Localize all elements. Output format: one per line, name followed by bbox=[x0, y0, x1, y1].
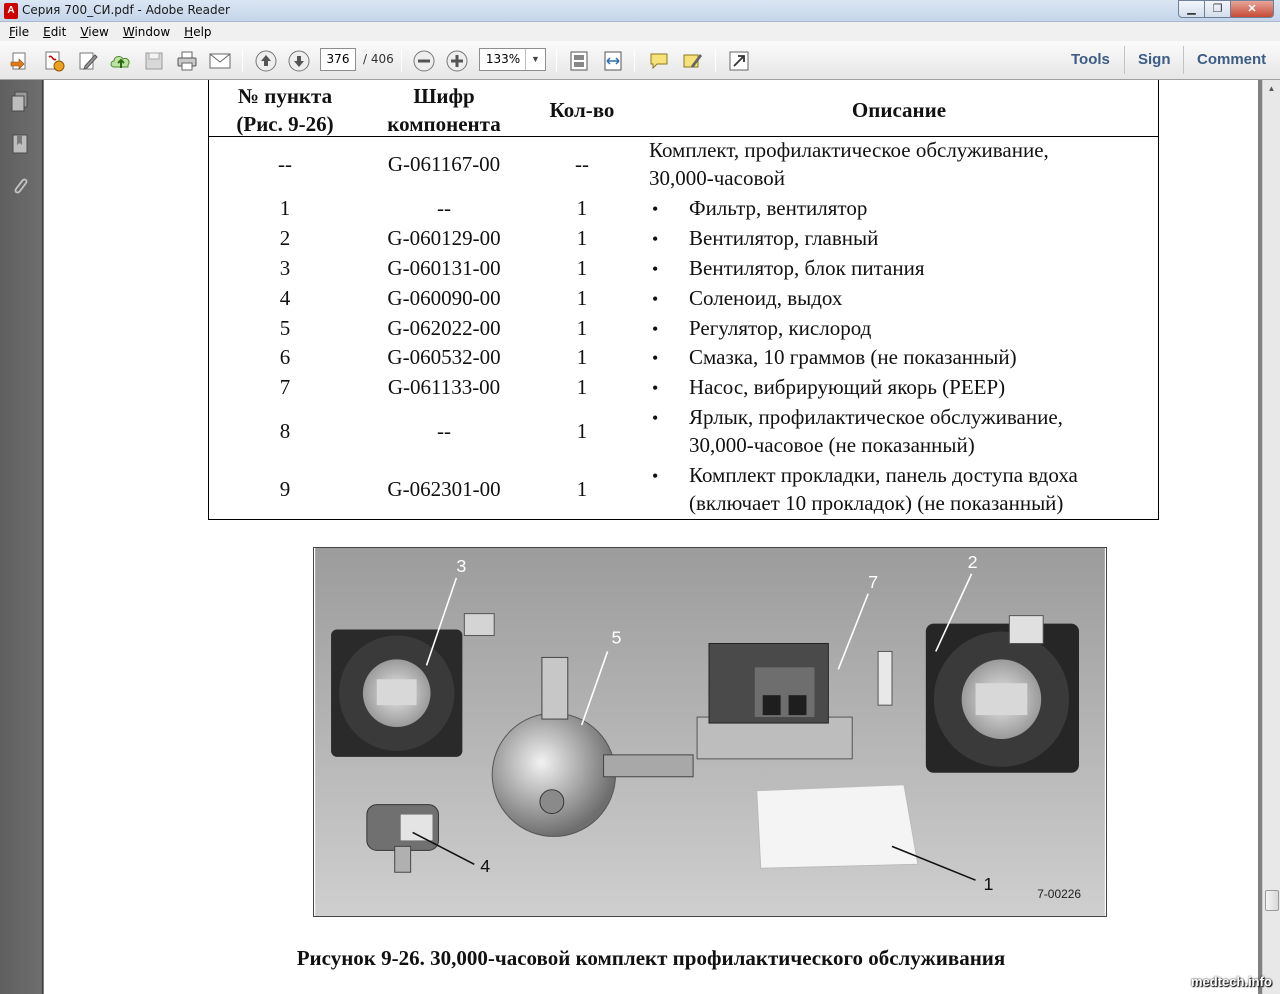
callout-3: 3 bbox=[456, 555, 467, 576]
table-cell-code: G-060131-00 bbox=[387, 256, 501, 280]
zoom-select[interactable] bbox=[479, 48, 546, 71]
scrollbar-thumb[interactable] bbox=[1265, 890, 1279, 911]
print-icon[interactable] bbox=[175, 49, 199, 73]
edit-pdf-icon[interactable] bbox=[76, 49, 100, 73]
open-file-icon[interactable] bbox=[8, 49, 32, 73]
scroll-up-icon[interactable]: ▲ bbox=[1267, 84, 1276, 93]
table-cell-item: 1 bbox=[279, 196, 291, 220]
header-item-number bbox=[209, 82, 361, 138]
menu-view[interactable]: View bbox=[80, 24, 109, 39]
zoom-value: 133% bbox=[485, 52, 521, 66]
figure-caption: Рисунок 9-26. 30,000-часовой комплект профилактического обслуживания bbox=[296, 946, 1006, 970]
table-cell-desc: Фильтр, вентилятор bbox=[689, 196, 868, 220]
full-screen-icon[interactable] bbox=[727, 49, 751, 73]
table-cell-item: 7 bbox=[279, 375, 291, 399]
menu-bar bbox=[0, 22, 1280, 41]
table-cell-item: 2 bbox=[279, 226, 291, 250]
table-cell-item: 5 bbox=[279, 316, 291, 340]
callout-1: 1 bbox=[983, 874, 994, 895]
bullet-mark: • bbox=[652, 408, 659, 428]
bullet-mark: • bbox=[652, 466, 659, 486]
table-cell-desc: 30,000-часовое (не показанный) bbox=[689, 433, 975, 457]
table-cell-qty: 1 bbox=[576, 256, 588, 280]
table-cell-desc: Вентилятор, главный bbox=[689, 226, 879, 250]
zoom-out-icon[interactable] bbox=[412, 49, 436, 73]
table-cell-code: -- bbox=[437, 419, 451, 443]
callout-7: 7 bbox=[868, 571, 879, 592]
bullet-mark: • bbox=[652, 229, 659, 249]
page-total-label: / 406 bbox=[363, 52, 394, 66]
header-code-line2: компонента bbox=[387, 112, 501, 136]
table-cell-qty: 1 bbox=[576, 477, 588, 501]
callout-2: 2 bbox=[967, 551, 978, 572]
create-pdf-icon[interactable] bbox=[42, 49, 66, 73]
table-cell-item: 4 bbox=[279, 286, 291, 310]
table-cell-desc: Ярлык, профилактическое обслуживание, bbox=[689, 405, 1063, 429]
table-cell-item: 6 bbox=[279, 345, 291, 369]
header-code-line1: Шифр bbox=[413, 84, 475, 108]
table-cell-desc: Смазка, 10 граммов (не показанный) bbox=[689, 345, 1017, 369]
bullet-mark: • bbox=[652, 378, 659, 398]
figure-code: 7-00226 bbox=[1037, 887, 1081, 902]
header-item-line1: № пункта bbox=[237, 84, 333, 108]
menu-help[interactable]: Help bbox=[184, 24, 212, 39]
bullet-mark: • bbox=[652, 319, 659, 339]
previous-page-icon[interactable] bbox=[254, 49, 278, 73]
parts-table bbox=[208, 80, 1159, 520]
table-cell-desc: Комплект прокладки, панель доступа вдоха bbox=[689, 463, 1078, 487]
header-item-line2: (Рис. 9-26) bbox=[236, 112, 334, 136]
menu-edit[interactable]: Edit bbox=[43, 24, 67, 39]
bullet-mark: • bbox=[652, 289, 659, 309]
bullet-mark: • bbox=[652, 348, 659, 368]
chevron-down-icon[interactable]: ▼ bbox=[525, 49, 545, 70]
table-cell-desc: Насос, вибрирующий якорь (PEEP) bbox=[689, 375, 1006, 399]
bullet-mark: • bbox=[652, 259, 659, 279]
window-controls bbox=[1179, 0, 1274, 19]
table-cell-code: G-062301-00 bbox=[387, 477, 501, 501]
table-cell-desc: Соленоид, выдох bbox=[689, 286, 843, 310]
vertical-scrollbar[interactable] bbox=[1262, 80, 1280, 994]
table-cell-desc: Регулятор, кислород bbox=[689, 316, 872, 340]
maximize-button[interactable]: ❐ bbox=[1204, 0, 1231, 18]
page-number-input[interactable]: 376 bbox=[320, 48, 356, 71]
table-cell-code: G-061167-00 bbox=[387, 152, 501, 176]
save-icon[interactable] bbox=[142, 49, 166, 73]
tools-panel-button[interactable]: Tools bbox=[1071, 51, 1110, 68]
highlight-icon[interactable] bbox=[680, 49, 704, 73]
table-cell-qty: 1 bbox=[576, 196, 588, 220]
close-button[interactable]: ✕ bbox=[1230, 0, 1274, 18]
maintenance-kit-photo bbox=[313, 547, 1107, 917]
menu-window[interactable]: Window bbox=[122, 24, 171, 39]
table-cell-qty: 1 bbox=[576, 345, 588, 369]
menu-file[interactable]: File bbox=[9, 24, 30, 39]
table-cell-desc: Вентилятор, блок питания bbox=[689, 256, 925, 280]
adobe-reader-icon: A bbox=[4, 3, 18, 19]
callout-5: 5 bbox=[611, 627, 622, 648]
comment-bubble-icon[interactable] bbox=[647, 49, 671, 73]
window-title: Серия 700_СИ.pdf - Adobe Reader bbox=[22, 3, 230, 17]
upload-cloud-icon[interactable] bbox=[109, 49, 133, 73]
navigation-pane bbox=[0, 80, 43, 994]
attachments-icon[interactable] bbox=[9, 174, 31, 198]
table-cell-code: G-062022-00 bbox=[387, 316, 501, 340]
table-cell-item: 3 bbox=[279, 256, 291, 280]
table-cell-qty: 1 bbox=[576, 419, 588, 443]
table-cell-desc: Комплект, профилактическое обслуживание, bbox=[649, 138, 1049, 162]
table-cell-desc: (включает 10 прокладок) (не показанный) bbox=[689, 491, 1064, 515]
table-cell-item: 9 bbox=[279, 477, 291, 501]
table-cell-item: -- bbox=[278, 152, 292, 176]
header-component-code bbox=[366, 82, 522, 138]
fit-page-icon[interactable] bbox=[567, 49, 591, 73]
fit-width-icon[interactable] bbox=[601, 49, 625, 73]
comment-panel-button[interactable]: Comment bbox=[1197, 51, 1267, 68]
header-description: Описание bbox=[851, 98, 947, 122]
table-cell-code: -- bbox=[437, 196, 451, 220]
bookmarks-icon[interactable] bbox=[9, 132, 31, 156]
main-fan bbox=[926, 616, 1079, 773]
callout-4: 4 bbox=[480, 856, 491, 877]
table-cell-code: G-060090-00 bbox=[387, 286, 501, 310]
minimize-button[interactable]: ▁ bbox=[1178, 0, 1205, 18]
table-cell-code: G-060129-00 bbox=[387, 226, 501, 250]
table-cell-qty: -- bbox=[575, 152, 589, 176]
sign-panel-button[interactable]: Sign bbox=[1138, 51, 1171, 68]
table-cell-code: G-061133-00 bbox=[387, 375, 501, 399]
bullet-mark: • bbox=[652, 199, 659, 219]
table-cell-qty: 1 bbox=[576, 286, 588, 310]
table-cell-desc: 30,000-часовой bbox=[649, 166, 785, 190]
zoom-in-icon[interactable] bbox=[445, 49, 469, 73]
table-cell-qty: 1 bbox=[576, 375, 588, 399]
page-thumbnails-icon[interactable] bbox=[9, 90, 31, 114]
table-cell-qty: 1 bbox=[576, 316, 588, 340]
table-cell-item: 8 bbox=[279, 419, 291, 443]
table-cell-qty: 1 bbox=[576, 226, 588, 250]
header-quantity: Кол-во bbox=[549, 98, 615, 122]
fan-filter bbox=[757, 785, 918, 869]
table-cell-code: G-060532-00 bbox=[387, 345, 501, 369]
next-page-icon[interactable] bbox=[287, 49, 311, 73]
document-page bbox=[44, 80, 1258, 994]
email-icon[interactable] bbox=[208, 49, 232, 73]
watermark: medtech.info bbox=[1191, 974, 1272, 989]
title-bar bbox=[0, 0, 1280, 22]
